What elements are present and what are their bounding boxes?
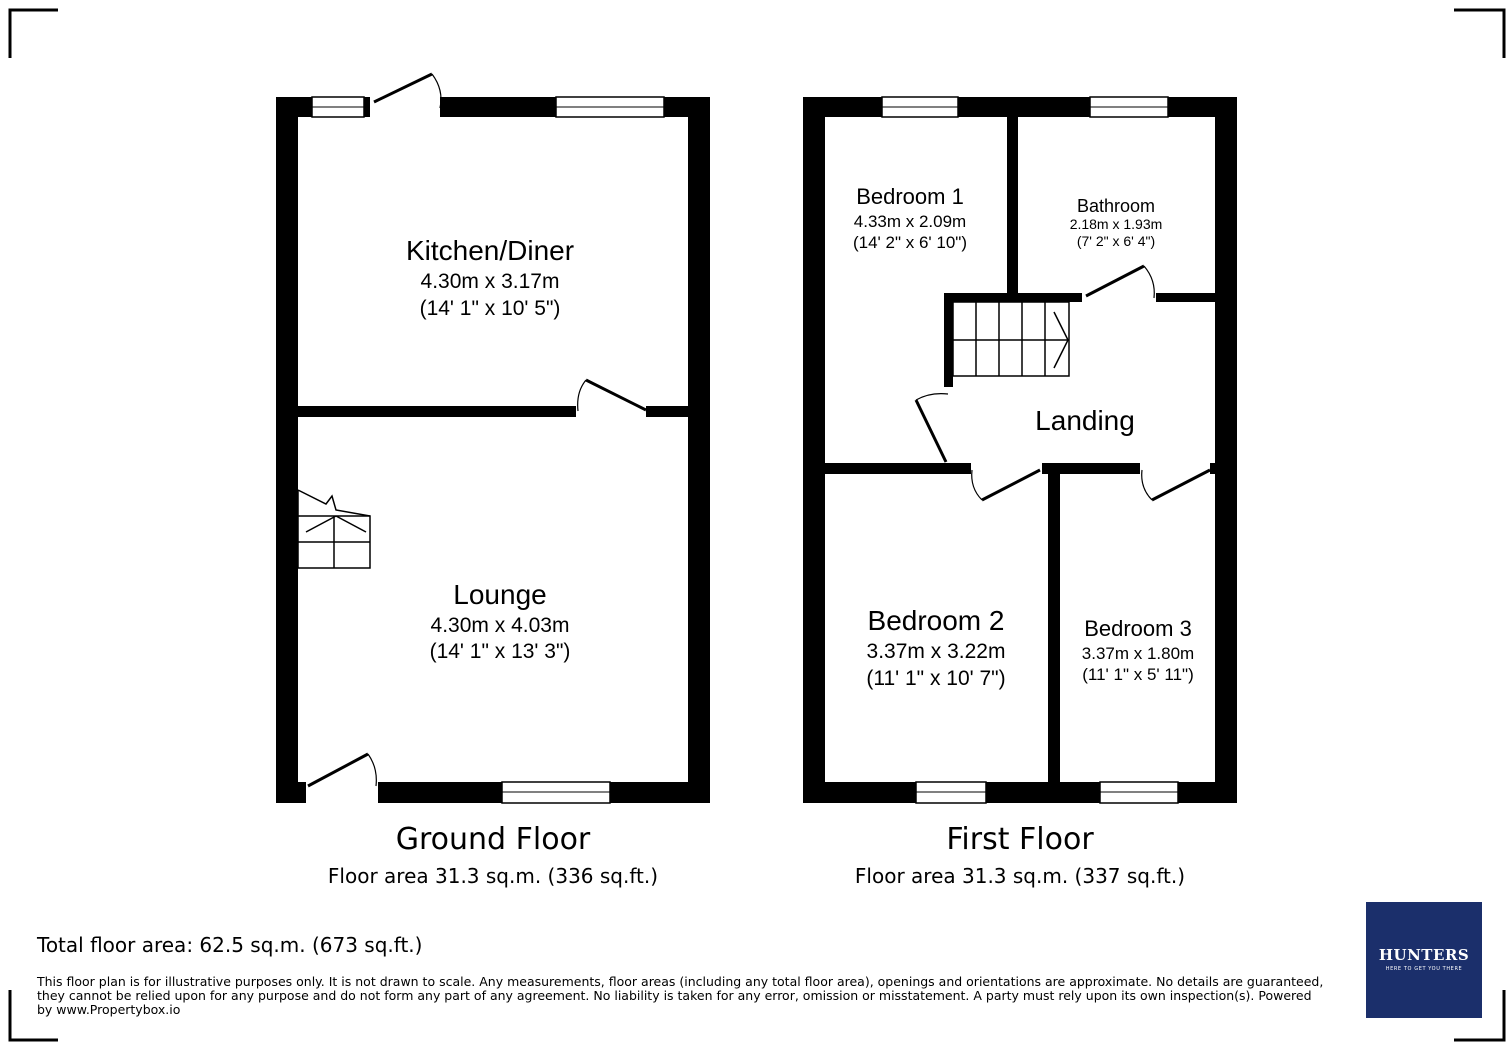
window	[916, 782, 986, 803]
room-name-bedroom-2: Bedroom 2	[867, 605, 1005, 636]
door	[916, 394, 948, 462]
door	[1086, 266, 1154, 298]
first-floor-plan	[803, 97, 1237, 803]
hunters-logo	[1366, 902, 1482, 1018]
room-name-bedroom-3: Bedroom 3	[1084, 616, 1192, 641]
window	[1100, 782, 1178, 803]
room-imperial-lounge: (14' 1" x 13' 3")	[429, 640, 571, 663]
first-floor-title: First Floor	[946, 822, 1094, 857]
ground-floor-plan	[276, 74, 710, 803]
logo-name: HUNTERS	[1378, 946, 1470, 964]
ground-floor-area: Floor area 31.3 sq.m. (336 sq.ft.)	[327, 864, 659, 888]
room-name-kitchen-diner: Kitchen/Diner	[405, 235, 575, 266]
staircase	[953, 302, 1069, 376]
room-metric-bedroom-1: 4.33m x 2.09m	[853, 212, 967, 231]
ground-floor-title: Ground Floor	[395, 822, 591, 857]
window	[312, 97, 364, 117]
window	[556, 97, 664, 117]
room-name-landing: Landing	[1035, 405, 1135, 436]
room-metric-bathroom: 2.18m x 1.93m	[1069, 216, 1163, 232]
staircase	[298, 490, 370, 568]
door	[578, 380, 646, 411]
room-imperial-bedroom-3: (11' 1" x 5' 11")	[1082, 665, 1194, 684]
room-name-bedroom-1: Bedroom 1	[856, 184, 964, 209]
room-imperial-bathroom: (7' 2" x 6' 4")	[1076, 233, 1156, 249]
room-imperial-bedroom-1: (14' 2" x 6' 10")	[852, 233, 968, 252]
room-metric-lounge: 4.30m x 4.03m	[430, 614, 570, 637]
first-floor-area: Floor area 31.3 sq.m. (337 sq.ft.)	[854, 864, 1186, 888]
disclaimer-text: This floor plan is for illustrative purposes only. It is not drawn to scale. Any measurements, floor areas (including any total floor area), openings and orientations are approximate. No details are guaranteed, they cannot be relied upon for any purpose and do not form any part of any agreement. No liability is taken for any error, omission or misstatement. A party must rely upon its own inspection(s). Powered by www.Propertybox.io	[37, 974, 1324, 1017]
door	[1142, 470, 1210, 500]
door	[374, 74, 441, 108]
door	[308, 754, 376, 786]
total-floor-area: Total floor area: 62.5 sq.m. (673 sq.ft.)	[37, 933, 423, 957]
door	[972, 470, 1040, 500]
ground-floor-walls	[276, 97, 710, 803]
window	[502, 782, 610, 803]
room-imperial-bedroom-2: (11' 1" x 10' 7")	[866, 667, 1006, 690]
window	[1090, 97, 1168, 117]
room-metric-kitchen-diner: 4.30m x 3.17m	[420, 270, 560, 293]
window	[882, 97, 958, 117]
room-name-lounge: Lounge	[453, 579, 547, 610]
room-metric-bedroom-3: 3.37m x 1.80m	[1081, 644, 1195, 663]
room-name-bathroom: Bathroom	[1076, 196, 1156, 216]
room-imperial-kitchen-diner: (14' 1" x 10' 5")	[419, 297, 561, 320]
logo-tagline: HERE TO GET YOU THERE	[1385, 966, 1463, 972]
room-metric-bedroom-2: 3.37m x 3.22m	[866, 640, 1006, 663]
